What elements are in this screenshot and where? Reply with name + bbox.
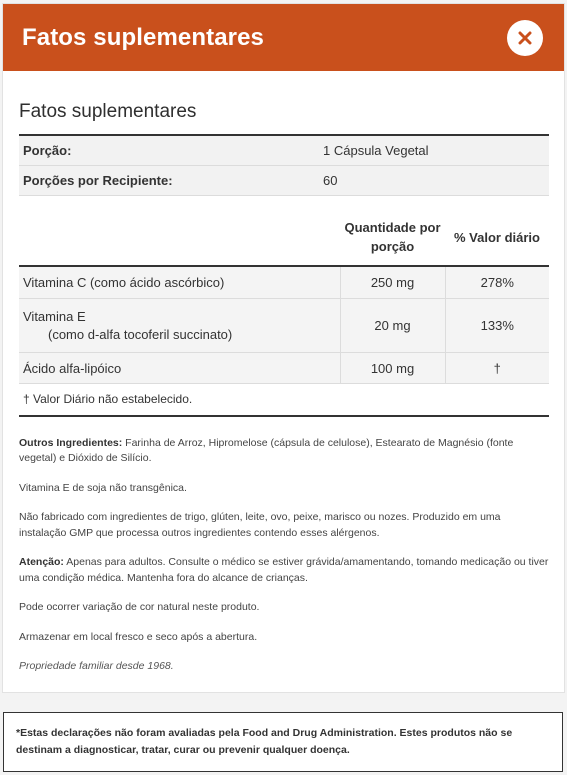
other-ingredients: Outros Ingredientes: Farinha de Arroz, Hipromelose (cápsula de celulose), Estearato de Magnésio (fonte vegetal) e Dióxido de Silício.	[19, 436, 514, 464]
servings-per-container-row	[19, 165, 549, 195]
nutrient-table-header	[19, 210, 549, 266]
footnote: † Valor Diário não estabelecido.	[19, 384, 549, 416]
serving-label: Porção:	[19, 135, 319, 165]
dv-column-header: % Valor diário	[445, 210, 549, 266]
soy-note: Vitamina E de soja não transgênica.	[19, 481, 187, 494]
storage-note: Armazenar em local fresco e seco após a abertura.	[19, 630, 258, 643]
nutrient-amount: 250 mg	[340, 266, 445, 299]
supplement-facts-modal	[2, 3, 565, 693]
fda-disclaimer: *Estas declarações não foram avaliadas pela Food and Drug Administration. Estes produtos não se destinam a diagnosticar, tratar, curar ou prevenir qualquer doença.	[3, 712, 563, 772]
warning-note: Atenção: Apenas para adultos. Consulte o médico se estiver grávida/amamentando, tomando medicação ou tiver uma condição médica. Mantenha fora do alcance de crianças.	[19, 556, 549, 584]
nutrient-subname: (como d-alfa tocoferil succinato)	[48, 327, 233, 342]
nutrient-name: Vitamina C (como ácido ascórbico)	[19, 266, 340, 299]
amount-column-header: Quantidade por porção	[340, 210, 445, 266]
nutrient-dv: 278%	[445, 266, 549, 299]
nutrient-row	[19, 353, 549, 384]
allergen-note: Não fabricado com ingredientes de trigo, glúten, leite, ovo, peixe, marisco ou nozes. Produzido em uma instalação GMP que processa outros ingredientes contendo esses alérgenos.	[19, 511, 501, 539]
nutrient-table	[19, 196, 549, 417]
section-title: Fatos suplementares	[19, 101, 197, 122]
footnote-row	[19, 384, 549, 416]
servings-per-container-label: Porções por Recipiente:	[19, 165, 319, 195]
nutrient-amount: 100 mg	[340, 353, 445, 384]
color-note: Pode ocorrer variação de cor natural neste produto.	[19, 601, 260, 613]
close-button[interactable]	[507, 20, 543, 56]
serving-table	[19, 134, 549, 196]
close-icon	[518, 31, 532, 45]
nutrient-dv: †	[445, 353, 549, 384]
modal-content	[3, 71, 564, 675]
nutrient-dv: 133%	[445, 299, 549, 353]
serving-value: 1 Cápsula Vegetal	[319, 135, 549, 165]
serving-row	[19, 135, 549, 165]
nutrient-name: Vitamina E (como d-alfa tocoferil succinato)	[19, 299, 340, 353]
modal-title: Fatos suplementares	[22, 23, 264, 51]
family-note: Propriedade familiar desde 1968.	[19, 660, 174, 672]
nutrient-amount: 20 mg	[340, 299, 445, 353]
nutrient-name: Ácido alfa-lipóico	[19, 353, 340, 384]
nutrient-row	[19, 299, 549, 353]
product-notes	[19, 417, 549, 675]
servings-per-container-value: 60	[319, 165, 549, 195]
modal-header	[3, 4, 564, 71]
nutrient-row	[19, 266, 549, 299]
